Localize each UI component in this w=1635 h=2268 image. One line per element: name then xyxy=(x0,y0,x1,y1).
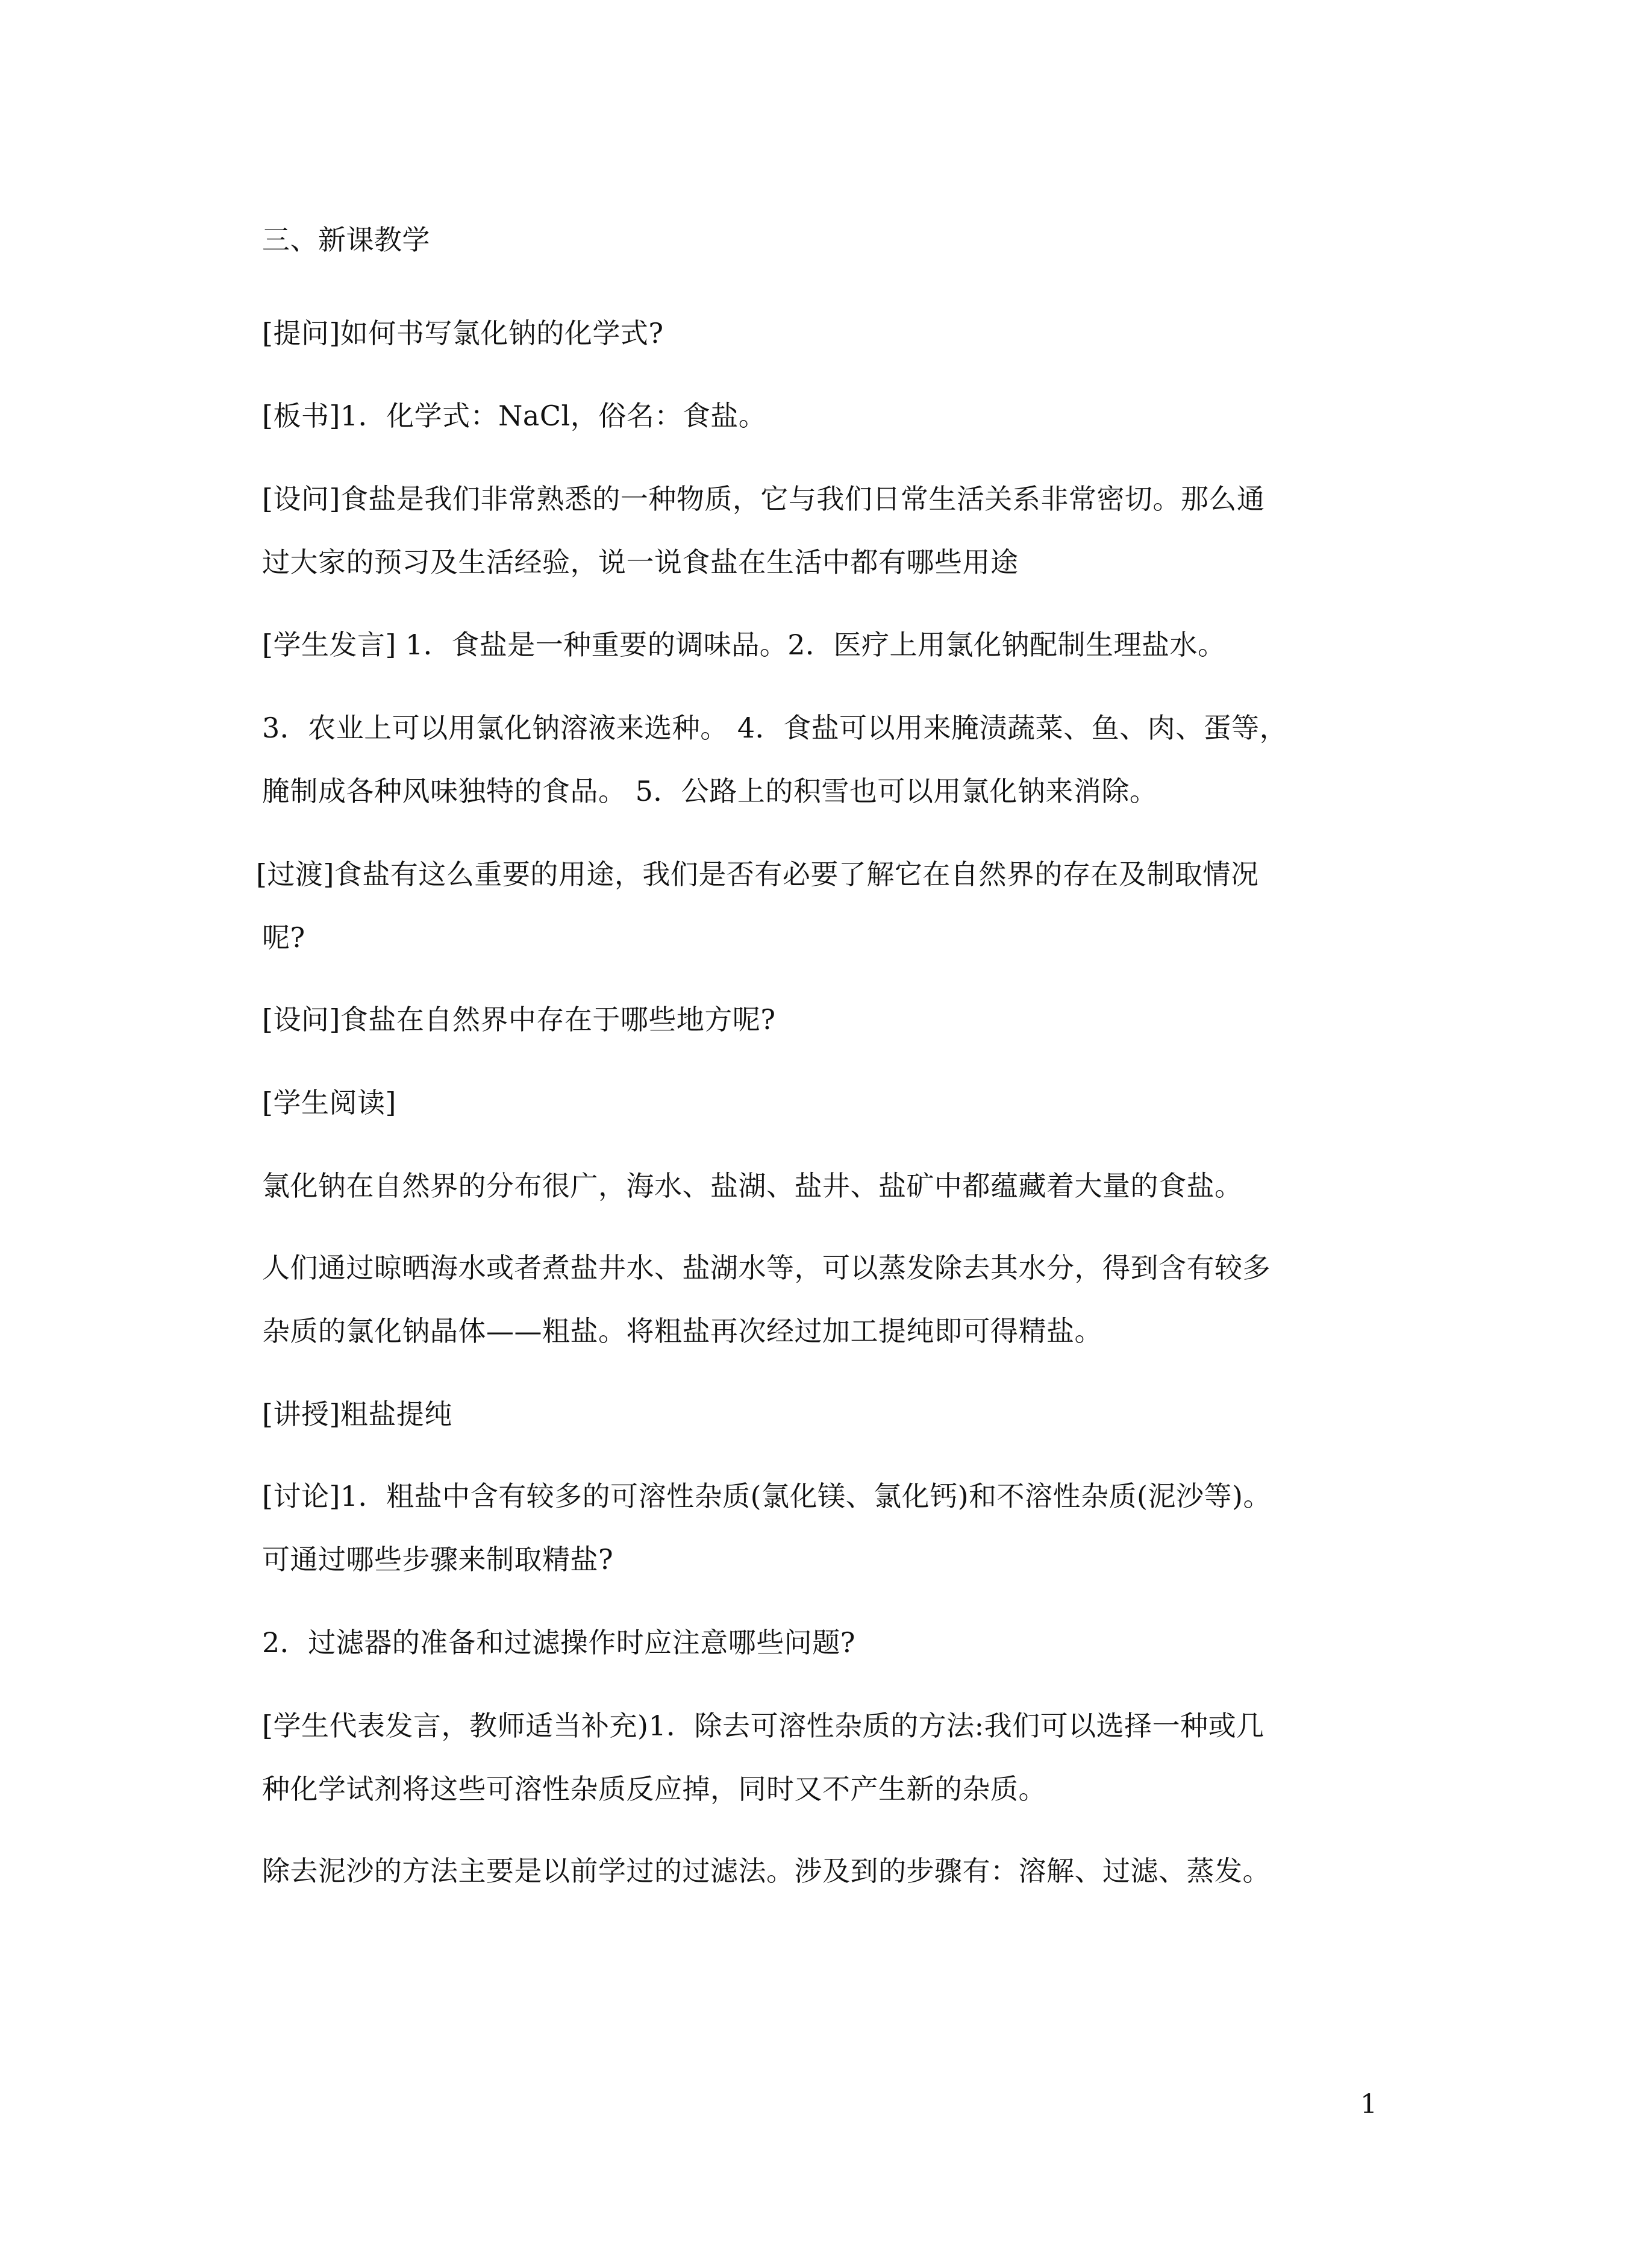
paragraph-line: 3．农业上可以用氯化钠溶液来选种。 4．食盐可以用来腌渍蔬菜、鱼、肉、蛋等， xyxy=(262,712,1288,744)
paragraph-line: [讲授]粗盐提纯 xyxy=(262,1398,452,1430)
paragraph-line: 2．过滤器的准备和过滤操作时应注意哪些问题? xyxy=(262,1626,855,1659)
paragraph-line: [过渡]食盐有这么重要的用途，我们是否有必要了解它在自然界的存在及制取情况 xyxy=(256,858,1259,891)
paragraph-line: [学生发言] 1．食盐是一种重要的调味品。2．医疗上用氯化钠配制生理盐水。 xyxy=(262,628,1226,661)
paragraph-line: 人们通过晾晒海水或者煮盐井水、盐湖水等，可以蒸发除去其水分，得到含有较多 xyxy=(262,1251,1271,1284)
paragraph-line: 过大家的预习及生活经验，说一说食盐在生活中都有哪些用途 xyxy=(262,546,1019,578)
paragraph-line: [提问]如何书写氯化钠的化学式? xyxy=(262,317,664,349)
paragraph-line: [学生阅读] xyxy=(262,1086,396,1119)
section-heading: 三、新课教学 xyxy=(262,224,430,256)
paragraph-line: [讨论]1．粗盐中含有较多的可溶性杂质(氯化镁、氯化钙)和不溶性杂质(泥沙等)。 xyxy=(262,1480,1271,1512)
paragraph-line: 腌制成各种风味独特的食品。 5．公路上的积雪也可以用氯化钠来消除。 xyxy=(262,775,1158,807)
paragraph-line: 除去泥沙的方法主要是以前学过的过滤法。涉及到的步骤有：溶解、过滤、蒸发。 xyxy=(262,1855,1271,1887)
paragraph-line: 呢? xyxy=(262,921,305,954)
paragraph-line: 杂质的氯化钠晶体——粗盐。将粗盐再次经过加工提纯即可得精盐。 xyxy=(262,1315,1102,1347)
paragraph-line: [设问]食盐是我们非常熟悉的一种物质，它与我们日常生活关系非常密切。那么通 xyxy=(262,483,1265,515)
paragraph-line: [板书]1．化学式：NaCl，俗名：食盐。 xyxy=(262,399,767,432)
paragraph-line: [学生代表发言，教师适当补充)1．除去可溶性杂质的方法:我们可以选择一种或几 xyxy=(262,1709,1265,1742)
paragraph-line: 氯化钠在自然界的分布很广，海水、盐湖、盐井、盐矿中都蕴藏着大量的食盐。 xyxy=(262,1170,1243,1202)
page-number: 1 xyxy=(1360,2089,1377,2120)
paragraph-line: [设问]食盐在自然界中存在于哪些地方呢? xyxy=(262,1003,776,1036)
paragraph-line: 种化学试剂将这些可溶性杂质反应掉，同时又不产生新的杂质。 xyxy=(262,1773,1046,1805)
paragraph-line: 可通过哪些步骤来制取精盐? xyxy=(262,1543,614,1576)
